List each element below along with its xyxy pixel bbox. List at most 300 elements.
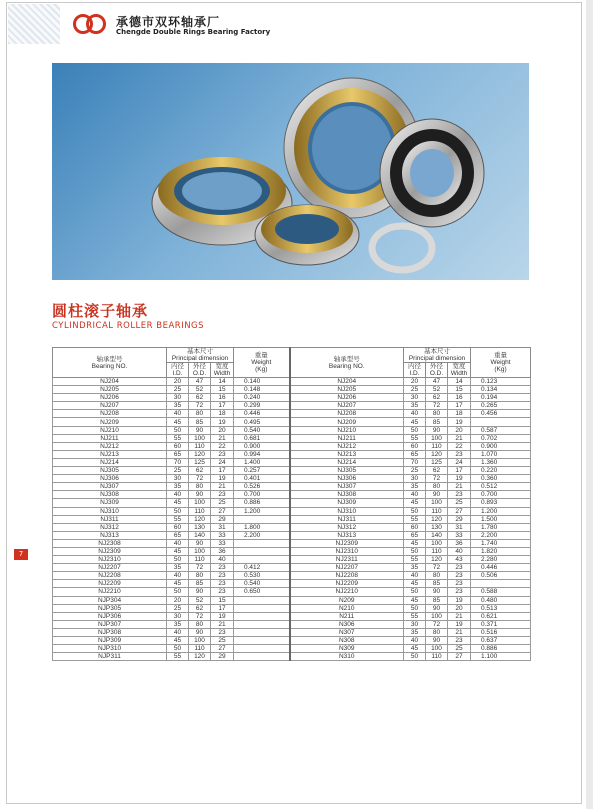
bearing-no-cell: NJ2208 xyxy=(53,572,167,580)
outer-diameter-cell: 120 xyxy=(189,653,211,661)
id-en: I.D. xyxy=(172,370,183,377)
width-cell: 29 xyxy=(211,653,234,661)
weight-cell: 0.220 xyxy=(471,467,531,475)
weight-cell: 0.495 xyxy=(234,418,290,426)
width-cell: 15 xyxy=(448,386,471,394)
weight-cell xyxy=(471,580,531,588)
outer-diameter-cell: 90 xyxy=(189,628,211,636)
width-cell: 31 xyxy=(448,523,471,531)
page-number-badge: 7 xyxy=(14,549,28,560)
width-cell: 24 xyxy=(448,458,471,466)
id-cn: 内径 xyxy=(408,363,421,370)
width-cell: 23 xyxy=(448,450,471,458)
inner-diameter-cell: 20 xyxy=(167,596,189,604)
bearing-no-cell: NJ2210 xyxy=(53,588,167,596)
width-cell: 22 xyxy=(211,442,234,450)
width-cell: 14 xyxy=(211,378,234,386)
weight-unit: (Kg) xyxy=(255,366,268,373)
table-row xyxy=(53,539,531,547)
table-header-row-1 xyxy=(53,348,531,363)
inner-diameter-cell: 30 xyxy=(167,612,189,620)
bearing-no-cell: NJ207 xyxy=(53,402,167,410)
width-cell: 16 xyxy=(211,394,234,402)
width-cell: 33 xyxy=(448,531,471,539)
inner-diameter-cell: 50 xyxy=(404,588,426,596)
inner-diameter-cell: 60 xyxy=(404,523,426,531)
outer-diameter-cell: 80 xyxy=(426,483,448,491)
bearing-no-cell: NJ313 xyxy=(290,531,404,539)
outer-diameter-cell: 47 xyxy=(426,378,448,386)
weight-cell: 0.257 xyxy=(234,467,290,475)
table-row xyxy=(53,556,531,564)
width-cell: 40 xyxy=(448,547,471,555)
inner-diameter-cell: 55 xyxy=(404,612,426,620)
inner-diameter-cell: 55 xyxy=(404,434,426,442)
inner-diameter-cell: 25 xyxy=(167,467,189,475)
inner-diameter-cell: 45 xyxy=(167,637,189,645)
outer-diameter-cell: 85 xyxy=(426,418,448,426)
bearing-no-cell: NJ310 xyxy=(290,507,404,515)
width-cell: 20 xyxy=(448,426,471,434)
bearing-no-cell: NJ206 xyxy=(290,394,404,402)
bearing-no-cell: NJ308 xyxy=(290,491,404,499)
outer-diameter-cell: 80 xyxy=(426,628,448,636)
inner-diameter-cell: 30 xyxy=(167,394,189,402)
bearing-no-cell: NJ213 xyxy=(53,450,167,458)
outer-diameter-cell: 85 xyxy=(426,596,448,604)
bearing-no-cell: NJP311 xyxy=(53,653,167,661)
outer-diameter-cell: 90 xyxy=(189,539,211,547)
width-cell: 21 xyxy=(211,434,234,442)
outer-diameter-cell: 100 xyxy=(189,547,211,555)
bearing-no-cell: NJ205 xyxy=(290,386,404,394)
bearing-no-cell: NJ312 xyxy=(290,523,404,531)
weight-cell: 0.148 xyxy=(234,386,290,394)
width-cell: 20 xyxy=(211,426,234,434)
weight-cell xyxy=(234,604,290,612)
weight-cell xyxy=(471,418,531,426)
weight-cell: 0.123 xyxy=(471,378,531,386)
width-cell: 17 xyxy=(211,402,234,410)
inner-diameter-cell: 35 xyxy=(404,564,426,572)
bearing-no-cell: NJ313 xyxy=(53,531,167,539)
principal-en: Principal dimension xyxy=(408,355,466,362)
inner-diameter-cell: 65 xyxy=(167,450,189,458)
outer-diameter-cell: 62 xyxy=(426,467,448,475)
outer-diameter-cell: 72 xyxy=(426,402,448,410)
table-row xyxy=(53,394,531,402)
bearing-no-cell: NJ2207 xyxy=(290,564,404,572)
table-row xyxy=(53,483,531,491)
width-cn: 宽度 xyxy=(215,363,229,370)
bearing-no-cell: NJ205 xyxy=(53,386,167,394)
bearing-no-cell: NJP306 xyxy=(53,612,167,620)
weight-cell xyxy=(234,539,290,547)
outer-diameter-cell: 80 xyxy=(426,572,448,580)
width-cell: 43 xyxy=(448,556,471,564)
outer-diameter-cell: 47 xyxy=(189,378,211,386)
weight-cell: 0.700 xyxy=(471,491,531,499)
inner-diameter-cell: 25 xyxy=(404,467,426,475)
weight-cell: 0.412 xyxy=(234,564,290,572)
inner-diameter-cell: 50 xyxy=(167,556,189,564)
outer-diameter-cell: 100 xyxy=(426,612,448,620)
outer-diameter-cell: 72 xyxy=(189,612,211,620)
section-title-en: CYLINDRICAL ROLLER BEARINGS xyxy=(52,321,205,331)
weight-cell: 1.740 xyxy=(471,539,531,547)
bearing-no-cell: NJ2309 xyxy=(290,539,404,547)
weight-cell: 0.900 xyxy=(234,442,290,450)
weight-cell: 0.587 xyxy=(471,426,531,434)
bearing-no-cell: N308 xyxy=(290,637,404,645)
table-row xyxy=(53,596,531,604)
page-edge-shade xyxy=(586,0,593,809)
bearing-no-cell: NJ312 xyxy=(53,523,167,531)
width-cell: 20 xyxy=(448,604,471,612)
inner-diameter-cell: 55 xyxy=(167,515,189,523)
company-name-cn: 承德市双环轴承厂 xyxy=(116,15,221,29)
weight-cell: 1.200 xyxy=(471,507,531,515)
outer-diameter-cell: 100 xyxy=(426,434,448,442)
width-cell: 36 xyxy=(448,539,471,547)
inner-diameter-cell: 55 xyxy=(404,515,426,523)
weight-cell: 2.200 xyxy=(234,531,290,539)
weight-cell: 0.140 xyxy=(234,378,290,386)
principal-dimension-header xyxy=(167,348,234,363)
bearing-no-cell: NJ2311 xyxy=(290,556,404,564)
width-cell: 24 xyxy=(211,458,234,466)
inner-diameter-cell: 60 xyxy=(167,442,189,450)
weight-cn: 重量 xyxy=(254,352,268,359)
bearing-no-cell: N211 xyxy=(290,612,404,620)
outer-diameter-cell: 72 xyxy=(426,564,448,572)
inner-diameter-cell: 25 xyxy=(404,386,426,394)
weight-cell xyxy=(234,596,290,604)
inner-diameter-cell: 45 xyxy=(404,418,426,426)
width-cell: 16 xyxy=(448,394,471,402)
width-cell: 22 xyxy=(448,442,471,450)
width-cell: 19 xyxy=(448,620,471,628)
od-header xyxy=(189,363,211,378)
bearing-no-cell: NJ306 xyxy=(53,475,167,483)
inner-diameter-cell: 25 xyxy=(167,604,189,612)
width-cell: 21 xyxy=(448,628,471,636)
bearing-no-cell: NJ2309 xyxy=(53,547,167,555)
weight-cell xyxy=(234,628,290,636)
outer-diameter-cell: 100 xyxy=(189,637,211,645)
bearing-no-cell: NJP310 xyxy=(53,645,167,653)
weight-cell: 0.513 xyxy=(471,604,531,612)
inner-diameter-cell: 50 xyxy=(404,547,426,555)
outer-diameter-cell: 90 xyxy=(426,426,448,434)
table-row xyxy=(53,612,531,620)
outer-diameter-cell: 90 xyxy=(426,491,448,499)
bearing-no-cell: NJP304 xyxy=(53,596,167,604)
bearing-no-cell: NJ212 xyxy=(53,442,167,450)
outer-diameter-cell: 130 xyxy=(189,523,211,531)
width-cell: 18 xyxy=(211,410,234,418)
width-cell: 23 xyxy=(448,564,471,572)
table-row xyxy=(53,442,531,450)
weight-cell: 0.480 xyxy=(471,596,531,604)
weight-cell: 1.200 xyxy=(234,507,290,515)
width-cell: 21 xyxy=(211,620,234,628)
weight-cell: 0.371 xyxy=(471,620,531,628)
width-cell: 19 xyxy=(211,612,234,620)
bearing-no-cell: NJP309 xyxy=(53,637,167,645)
width-cell: 19 xyxy=(211,418,234,426)
width-cell: 17 xyxy=(211,467,234,475)
bearing-no-cell: NJP307 xyxy=(53,620,167,628)
od-header-2 xyxy=(426,363,448,378)
inner-diameter-cell: 45 xyxy=(404,596,426,604)
table-row xyxy=(53,426,531,434)
weight-cell: 0.240 xyxy=(234,394,290,402)
od-en: O.D. xyxy=(429,370,444,377)
od-cn: 外径 xyxy=(193,363,206,370)
table-row xyxy=(53,572,531,580)
bearing-no-cell: NJ204 xyxy=(290,378,404,386)
width-cell: 23 xyxy=(211,450,234,458)
inner-diameter-cell: 45 xyxy=(167,418,189,426)
width-cell: 21 xyxy=(448,434,471,442)
outer-diameter-cell: 110 xyxy=(189,442,211,450)
weight-cell: 0.702 xyxy=(471,434,531,442)
width-cell: 25 xyxy=(448,645,471,653)
inner-diameter-cell: 40 xyxy=(167,572,189,580)
weight-cell: 0.360 xyxy=(471,475,531,483)
weight-cell: 0.446 xyxy=(234,410,290,418)
outer-diameter-cell: 80 xyxy=(189,410,211,418)
outer-diameter-cell: 85 xyxy=(426,580,448,588)
bearing-no-cell: NJ2208 xyxy=(290,572,404,580)
bearing-no-cell: NJP308 xyxy=(53,628,167,636)
principal-dimension-header-2 xyxy=(404,348,471,363)
outer-diameter-cell: 90 xyxy=(426,604,448,612)
bearing-no-cell: N310 xyxy=(290,653,404,661)
inner-diameter-cell: 25 xyxy=(167,386,189,394)
outer-diameter-cell: 90 xyxy=(426,637,448,645)
weight-cell xyxy=(234,645,290,653)
inner-diameter-cell: 50 xyxy=(167,588,189,596)
bearing-no-cell: NJ2209 xyxy=(290,580,404,588)
inner-diameter-cell: 55 xyxy=(167,653,189,661)
id-en: I.D. xyxy=(409,370,420,377)
outer-diameter-cell: 72 xyxy=(426,475,448,483)
bearing-no-cell: NJ2207 xyxy=(53,564,167,572)
weight-cell: 0.540 xyxy=(234,580,290,588)
outer-diameter-cell: 62 xyxy=(189,394,211,402)
width-cell: 17 xyxy=(448,402,471,410)
width-cell: 19 xyxy=(448,475,471,483)
width-header xyxy=(211,363,234,378)
bearing-no-cell: NJ209 xyxy=(290,418,404,426)
bearing-no-cell: NJ2209 xyxy=(53,580,167,588)
bearing-spec-table xyxy=(52,347,531,661)
bearing-no-cell: NJ211 xyxy=(290,434,404,442)
inner-diameter-cell: 40 xyxy=(404,637,426,645)
weight-unit: (Kg) xyxy=(494,366,507,373)
table-row xyxy=(53,386,531,394)
weight-cell: 0.681 xyxy=(234,434,290,442)
weight-cell xyxy=(234,620,290,628)
inner-diameter-cell: 45 xyxy=(404,580,426,588)
width-cell: 27 xyxy=(448,653,471,661)
section-title-cn: 圆柱滚子轴承 xyxy=(52,302,149,320)
weight-cell: 0.265 xyxy=(471,402,531,410)
bearing-no-cell: NJ2308 xyxy=(53,539,167,547)
bearing-no-cell: N307 xyxy=(290,628,404,636)
outer-diameter-cell: 140 xyxy=(189,531,211,539)
outer-diameter-cell: 120 xyxy=(426,556,448,564)
outer-diameter-cell: 62 xyxy=(426,394,448,402)
bearing-no-cell: NJ305 xyxy=(290,467,404,475)
outer-diameter-cell: 110 xyxy=(189,507,211,515)
inner-diameter-cell: 35 xyxy=(167,564,189,572)
table-row xyxy=(53,458,531,466)
width-cell: 40 xyxy=(211,556,234,564)
inner-diameter-cell: 50 xyxy=(167,645,189,653)
bearing-no-cell: NJ307 xyxy=(290,483,404,491)
bearing-no-cell: NJ214 xyxy=(53,458,167,466)
outer-diameter-cell: 100 xyxy=(426,499,448,507)
inner-diameter-cell: 20 xyxy=(404,378,426,386)
outer-diameter-cell: 80 xyxy=(426,410,448,418)
outer-diameter-cell: 125 xyxy=(189,458,211,466)
bearing-no-cell: NJ210 xyxy=(290,426,404,434)
inner-diameter-cell: 70 xyxy=(167,458,189,466)
weight-cell: 0.530 xyxy=(234,572,290,580)
weight-cell: 0.194 xyxy=(471,394,531,402)
inner-diameter-cell: 70 xyxy=(404,458,426,466)
inner-diameter-cell: 40 xyxy=(404,410,426,418)
weight-cell: 1.800 xyxy=(234,523,290,531)
width-cell: 27 xyxy=(211,507,234,515)
outer-diameter-cell: 120 xyxy=(426,450,448,458)
width-cell: 33 xyxy=(211,539,234,547)
bearing-no-cell: NJ213 xyxy=(290,450,404,458)
table-row xyxy=(53,628,531,636)
outer-diameter-cell: 85 xyxy=(189,418,211,426)
table-row xyxy=(53,467,531,475)
outer-diameter-cell: 120 xyxy=(189,515,211,523)
width-cell: 27 xyxy=(448,507,471,515)
weight-cell: 1.820 xyxy=(471,547,531,555)
bearing-no-en: Bearing NO. xyxy=(328,362,365,370)
weight-cn: 重量 xyxy=(494,352,507,359)
inner-diameter-cell: 50 xyxy=(167,507,189,515)
width-cell: 21 xyxy=(211,483,234,491)
bearing-no-en: Bearing NO. xyxy=(91,362,128,370)
outer-diameter-cell: 100 xyxy=(426,539,448,547)
outer-diameter-cell: 90 xyxy=(189,426,211,434)
inner-diameter-cell: 45 xyxy=(167,547,189,555)
width-cell: 31 xyxy=(211,523,234,531)
outer-diameter-cell: 72 xyxy=(426,620,448,628)
table-row xyxy=(53,531,531,539)
od-cn: 外径 xyxy=(430,363,443,370)
outer-diameter-cell: 110 xyxy=(189,645,211,653)
outer-diameter-cell: 80 xyxy=(189,620,211,628)
table-row xyxy=(53,620,531,628)
outer-diameter-cell: 72 xyxy=(189,475,211,483)
weight-cell: 1.360 xyxy=(471,458,531,466)
weight-header xyxy=(234,348,290,378)
table-row xyxy=(53,434,531,442)
weight-cell: 0.637 xyxy=(471,637,531,645)
inner-diameter-cell: 65 xyxy=(404,531,426,539)
outer-diameter-cell: 100 xyxy=(189,499,211,507)
weight-cell xyxy=(234,556,290,564)
weight-cell xyxy=(234,653,290,661)
inner-diameter-cell: 40 xyxy=(404,572,426,580)
bearing-no-cell: NJ204 xyxy=(53,378,167,386)
weight-cell: 0.900 xyxy=(471,442,531,450)
width-cell: 23 xyxy=(448,588,471,596)
table-row xyxy=(53,418,531,426)
outer-diameter-cell: 140 xyxy=(426,531,448,539)
weight-cell xyxy=(234,637,290,645)
inner-diameter-cell: 20 xyxy=(167,378,189,386)
weight-cell xyxy=(234,515,290,523)
table-row xyxy=(53,507,531,515)
bearing-no-cell: NJ208 xyxy=(53,410,167,418)
width-cell: 23 xyxy=(211,580,234,588)
bearing-no-cell: NJ310 xyxy=(53,507,167,515)
table-row xyxy=(53,645,531,653)
bearing-no-cell: NJ308 xyxy=(53,491,167,499)
width-cell: 33 xyxy=(211,531,234,539)
weight-cell: 0.446 xyxy=(471,564,531,572)
bearing-no-header xyxy=(53,348,167,378)
table-row xyxy=(53,547,531,555)
width-cell: 27 xyxy=(211,645,234,653)
width-cell: 29 xyxy=(211,515,234,523)
inner-diameter-cell: 65 xyxy=(167,531,189,539)
width-cell: 25 xyxy=(211,499,234,507)
width-cell: 14 xyxy=(448,378,471,386)
id-cn: 内径 xyxy=(171,363,184,370)
principal-en: Principal dimension xyxy=(171,355,229,362)
table-row xyxy=(53,378,531,386)
weight-cell: 0.456 xyxy=(471,410,531,418)
table-row xyxy=(53,604,531,612)
bearing-no-cell: NJ210 xyxy=(53,426,167,434)
width-cell: 23 xyxy=(211,572,234,580)
table-row xyxy=(53,402,531,410)
table-row xyxy=(53,475,531,483)
outer-diameter-cell: 62 xyxy=(189,604,211,612)
inner-diameter-cell: 35 xyxy=(167,620,189,628)
inner-diameter-cell: 40 xyxy=(404,491,426,499)
bearing-no-cn: 轴承型号 xyxy=(96,355,123,363)
outer-diameter-cell: 110 xyxy=(426,653,448,661)
outer-diameter-cell: 72 xyxy=(189,564,211,572)
width-cell: 25 xyxy=(448,499,471,507)
outer-diameter-cell: 120 xyxy=(189,450,211,458)
inner-diameter-cell: 30 xyxy=(167,475,189,483)
bearing-no-cell: NJ209 xyxy=(53,418,167,426)
outer-diameter-cell: 90 xyxy=(426,588,448,596)
inner-diameter-cell: 60 xyxy=(167,523,189,531)
outer-diameter-cell: 80 xyxy=(189,483,211,491)
weight-cell: 0.506 xyxy=(471,572,531,580)
weight-en: Weight xyxy=(251,359,272,366)
table-row xyxy=(53,637,531,645)
inner-diameter-cell: 30 xyxy=(404,394,426,402)
weight-cell: 0.886 xyxy=(234,499,290,507)
bearing-no-cell: NJ214 xyxy=(290,458,404,466)
